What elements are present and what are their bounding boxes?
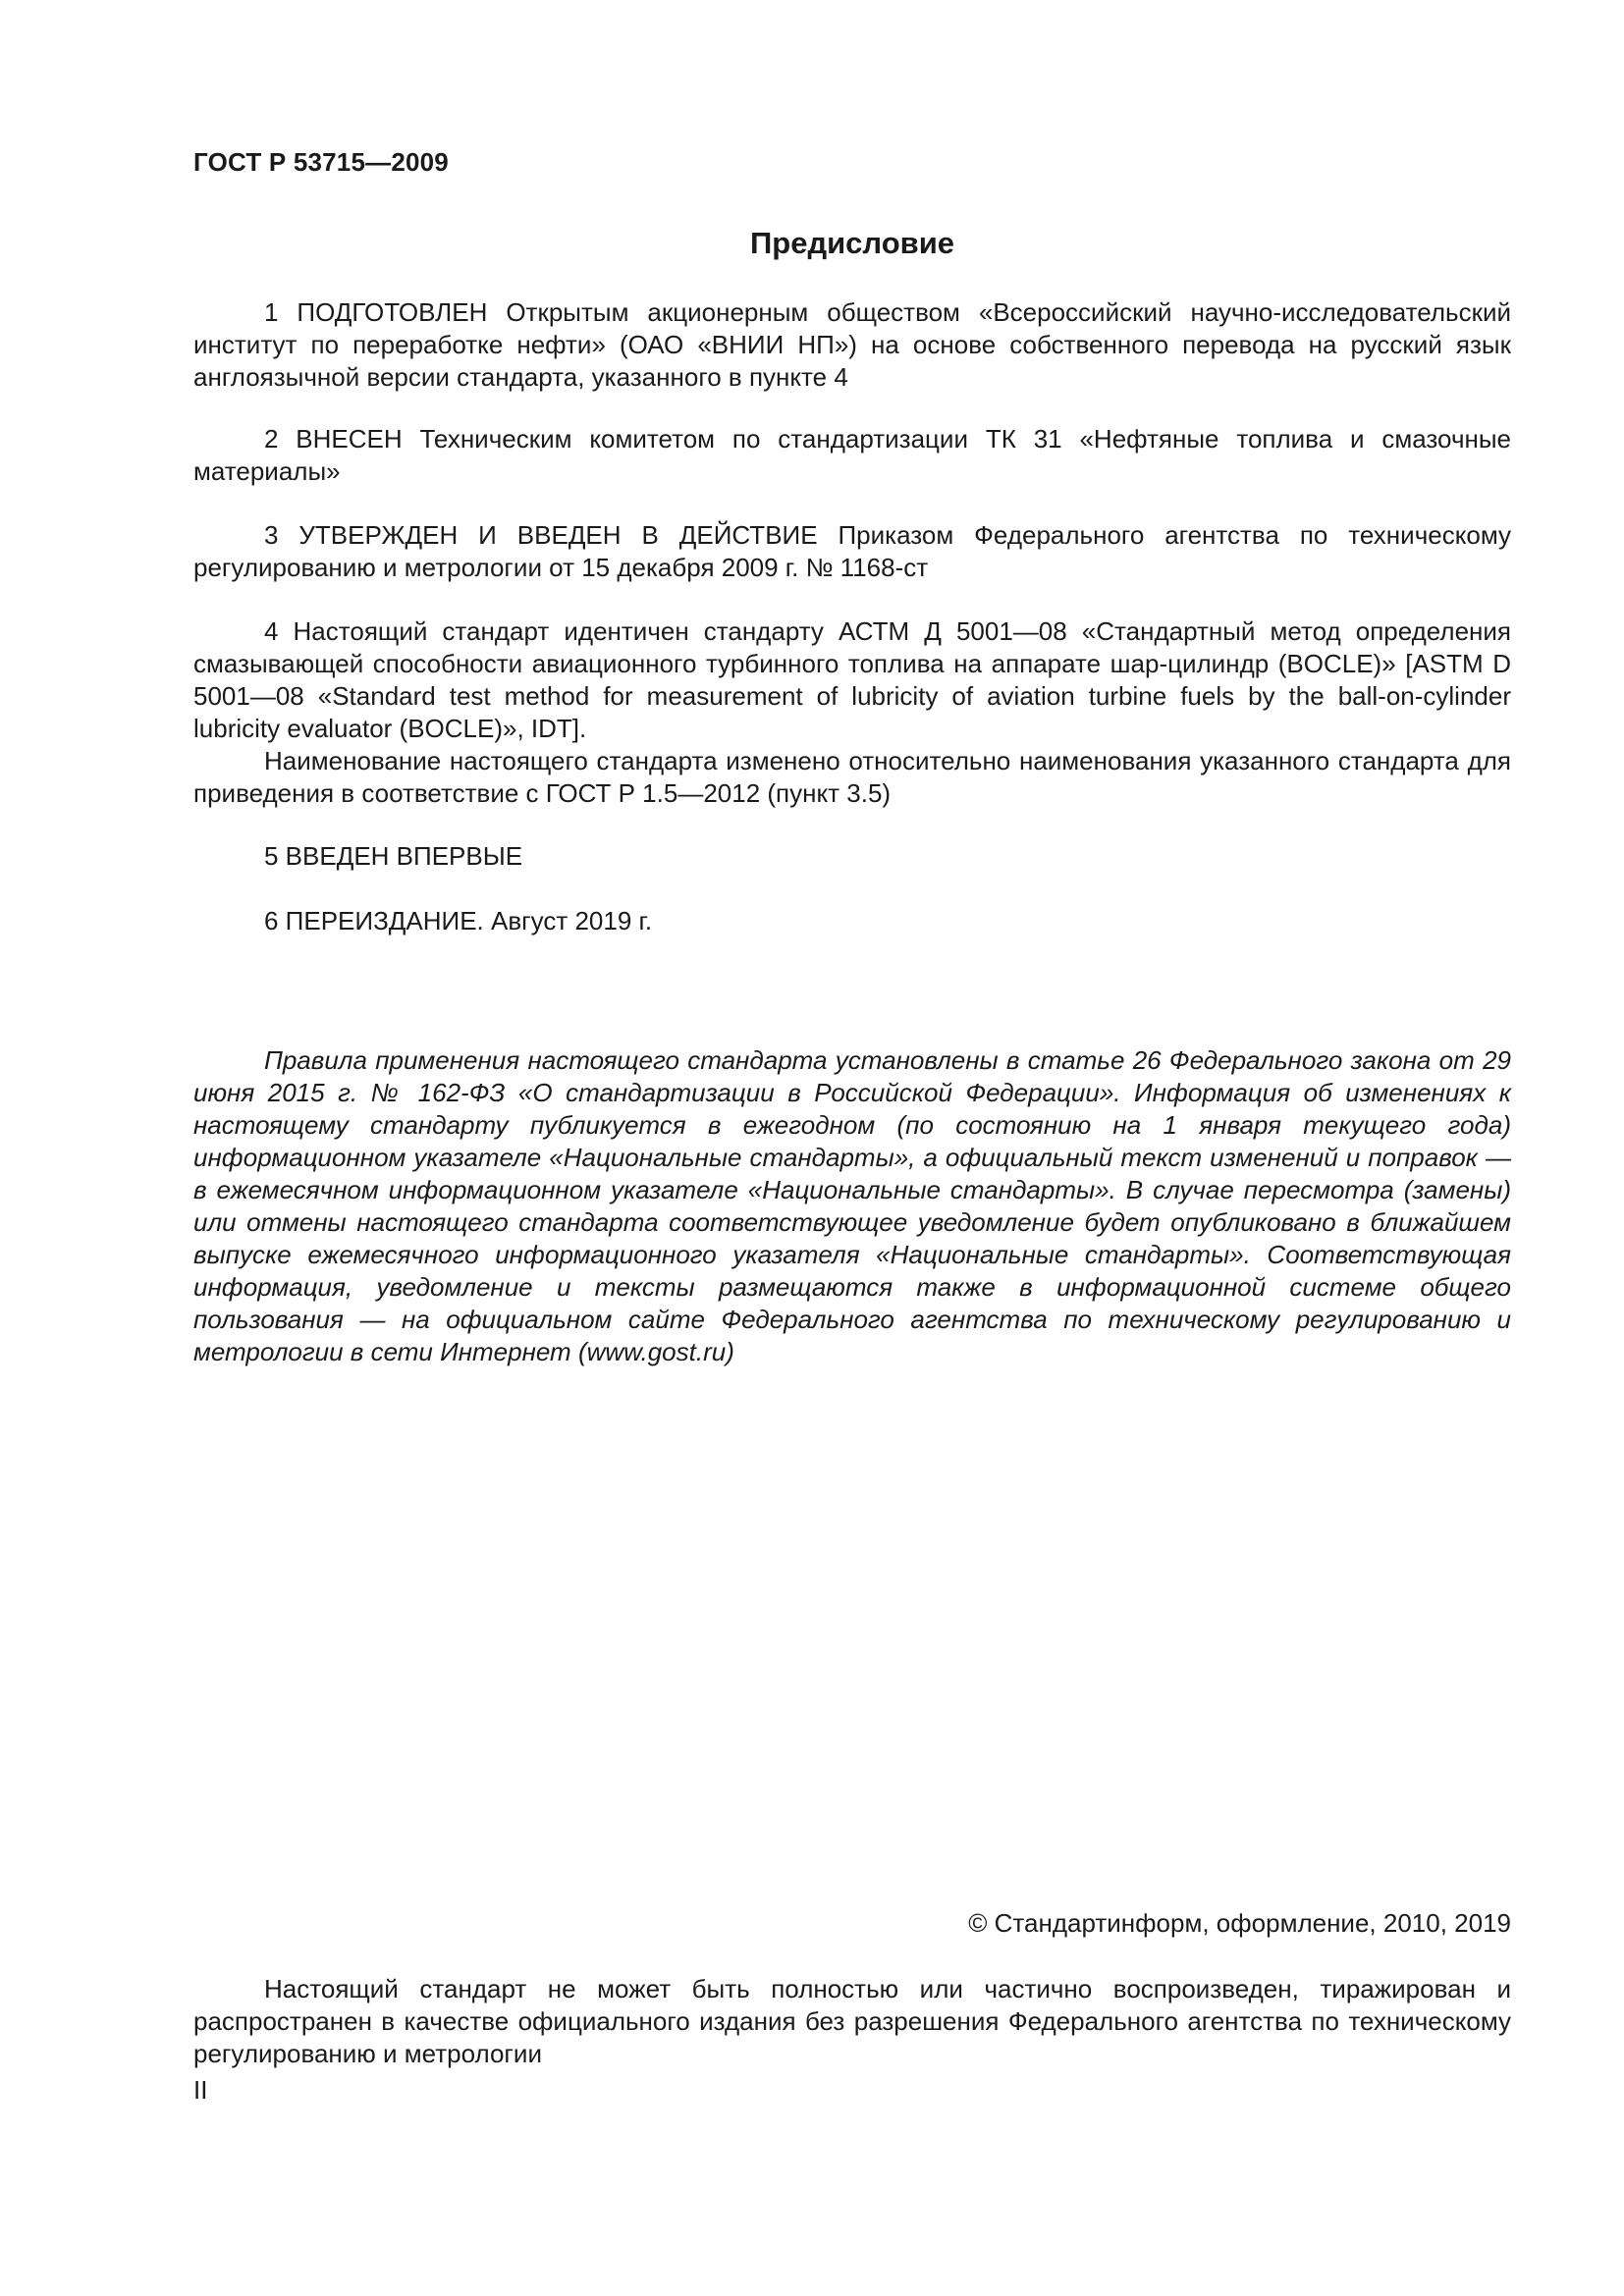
foreword-item-text: 4 Настоящий стандарт идентичен стандарту АСТМ Д 5001—08 «Стандартный метод определения смазывающей способности авиационного турбинного топлива на аппарате шар-цилиндр (BOCLE)» [ASTM D 5001—08 «Standard test method for measurement of lubricity of aviation turbine fuels by the ball-on-cylinder lubricity evaluator (BOCLE)», IDT]. xyxy=(193,616,1511,743)
foreword-item-text: 1 ПОДГОТОВЛЕН Открытым акционерным обществом «Всероссийский научно-исследовательский институт по переработке нефти» (ОАО «ВНИИ НП») на основе собственного перевода на русский язык англоязычной версии стандарта, указанного в пункте 4 xyxy=(193,297,1511,392)
foreword-item-text: 5 ВВЕДЕН ВПЕРВЫЕ xyxy=(264,841,523,871)
foreword-item-text: 3 УТВЕРЖДЕН И ВВЕДЕН В ДЕЙСТВИЕ Приказом Федерального агентства по техническому регулированию и метрологии от 15 декабря 2009 г. № 1168-ст xyxy=(193,520,1511,582)
foreword-item-1 xyxy=(193,296,1511,394)
document-code: ГОСТ Р 53715—2009 xyxy=(193,147,449,177)
foreword-item-2 xyxy=(193,423,1511,488)
page-title: Предисловие xyxy=(749,226,954,260)
rules-notice xyxy=(193,1044,1511,1368)
foreword-item-6 xyxy=(193,905,1511,937)
rules-notice-text: Правила применения настоящего стандарта установлены в статье 26 Федерального закона от 29 июня 2015 г. № 162-ФЗ «О стандартизации в Российской Федерации». Информация об изменениях к настоящему стандарту публикуется в ежегодном (по состоянию на 1 января текущего года) информационном указателе «Национальные стандарты», а официальный текст изменений и поправок — в ежемесячном информационном указателе «Национальные стандарты». В случае пересмотра (замены) или отмены настоящего стандарта соответствующее уведомление будет опубликовано в ближайшем выпуске ежемесячного информационного указателя «Национальные стандарты». Соответствующая информация, уведомление и тексты размещаются также в информационной системе общего пользования — на официальном сайте Федерального агентства по техническому регулированию и метрологии в сети Интернет (www.gost.ru) xyxy=(193,1045,1511,1366)
reproduction-notice xyxy=(193,1973,1511,2070)
foreword-item-text: 6 ПЕРЕИЗДАНИЕ. Август 2019 г. xyxy=(264,906,653,935)
foreword-item-4 xyxy=(193,615,1511,810)
foreword-item-3 xyxy=(193,519,1511,584)
foreword-item-note: Наименование настоящего стандарта изменено относительно наименования указанного стандарта для приведения в соответствие с ГОСТ Р 1.5—2012 (пункт 3.5) xyxy=(193,746,1511,808)
foreword-item-5 xyxy=(193,840,1511,873)
foreword-item-text: 2 ВНЕСЕН Техническим комитетом по стандартизации ТК 31 «Нефтяные топлива и смазочные материалы» xyxy=(193,424,1511,486)
copyright-line: © Стандартинформ, оформление, 2010, 2019 xyxy=(968,1908,1511,1938)
page-number: II xyxy=(193,2075,208,2105)
reproduction-notice-text: Настоящий стандарт не может быть полностью или частично воспроизведен, тиражирован и распространен в качестве официального издания без разрешения Федерального агентства по техническому регулированию и метрологии xyxy=(193,1974,1511,2068)
